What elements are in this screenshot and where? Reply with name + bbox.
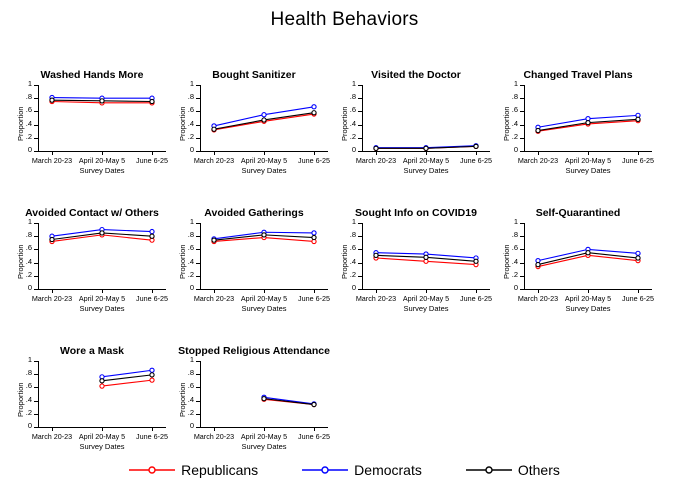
x-axis-tick [376,289,377,293]
x-axis-tick [52,289,53,293]
y-axis-tick-label: .4 [349,118,356,128]
y-axis-tick-label: .2 [511,131,518,141]
x-axis-tick-label: June 6-25 [298,156,330,165]
y-axis-tick-label: 1 [27,79,32,88]
panel-title: Wore a Mask [60,345,124,357]
x-axis-tick-label: June 6-25 [622,294,654,303]
y-axis-tick-label: 0 [351,283,356,292]
panel-series-plot [200,361,328,427]
x-axis-tick [152,151,153,155]
y-axis-tick [27,421,38,430]
series-point [474,259,478,263]
y-axis-tick [189,421,200,430]
x-axis-tick [102,151,103,155]
y-axis-tick [351,283,362,292]
y-axis-tick [513,145,524,154]
panel-title: Avoided Gatherings [204,207,304,219]
y-axis-tick-label: 0 [27,145,32,154]
x-axis-tick [538,151,539,155]
x-axis-tick [264,289,265,293]
x-axis-label: Survey Dates [403,304,449,313]
series-line [102,380,152,386]
panel-title: Avoided Contact w/ Others [25,207,159,219]
y-axis-tick-label: 1 [351,79,356,88]
x-axis-tick [638,289,639,293]
x-axis-label: Survey Dates [241,304,287,313]
x-axis-tick [588,151,589,155]
y-axis-tick-label: 0 [351,145,356,154]
x-axis-tick-label: April 20-May 5 [240,294,288,303]
y-axis-label: Proportion [178,382,187,417]
x-axis-tick-label: March 20-23 [193,294,235,303]
y-axis-label: Proportion [178,244,187,279]
x-axis-tick-label: June 6-25 [460,294,492,303]
chart-legend [0,462,689,478]
y-axis-tick-label: 1 [27,355,32,364]
series-point [312,402,316,406]
x-axis-tick-label: June 6-25 [298,432,330,441]
series-point [312,105,316,109]
series-point [636,117,640,121]
y-axis-tick-label: .4 [25,118,32,128]
y-axis-tick-label: .6 [187,243,194,253]
y-axis-tick-label: .8 [187,92,194,102]
y-axis-tick-label: 0 [27,283,32,292]
y-axis-tick-label: .8 [349,92,356,102]
x-axis-tick [588,289,589,293]
x-axis-tick-label: March 20-23 [193,432,235,441]
y-axis-tick-label: .8 [187,368,194,378]
x-axis-label: Survey Dates [79,442,125,451]
y-axis-label: Proportion [16,106,25,141]
x-axis-tick-label: April 20-May 5 [240,432,288,441]
legend-item [302,462,422,478]
chart-panel [494,69,662,187]
x-axis-tick-label: March 20-23 [31,294,73,303]
y-axis-tick-label: .4 [187,118,194,128]
x-axis-tick-label: March 20-23 [517,156,559,165]
y-axis-tick [27,283,38,292]
x-axis-tick [376,151,377,155]
panel-title: Changed Travel Plans [523,69,633,81]
x-axis-tick [152,289,153,293]
x-axis-tick-label: April 20-May 5 [402,294,450,303]
y-axis-tick-label: 0 [27,421,32,430]
chart-panel [332,207,500,325]
panel-series-plot [200,85,328,151]
panel-series-plot [38,361,166,427]
x-axis-tick [638,151,639,155]
legend-label: Democrats [354,462,422,478]
chart-panel [170,207,338,325]
series-point [150,229,154,233]
legend-label: Republicans [181,462,259,478]
x-axis-tick-label: April 20-May 5 [402,156,450,165]
y-axis-tick-label: 0 [189,283,194,292]
legend-swatch [466,463,512,477]
y-axis-tick-label: 1 [189,79,194,88]
legend-swatch [302,463,348,477]
chart-panel [170,345,338,463]
chart-panel [494,207,662,325]
x-axis-tick [264,151,265,155]
y-axis-label: Proportion [340,106,349,141]
chart-panel [8,207,176,325]
x-axis-tick [152,427,153,431]
series-point [474,144,478,148]
x-axis-tick-label: March 20-23 [193,156,235,165]
y-axis-tick-label: 1 [27,217,32,226]
x-axis-tick [52,151,53,155]
panel-series-plot [200,223,328,289]
y-axis-tick-label: .6 [25,105,32,115]
y-axis-tick-label: .4 [25,394,32,404]
x-axis-tick [214,151,215,155]
series-point [536,128,540,132]
x-axis-tick-label: March 20-23 [355,294,397,303]
x-axis-label: Survey Dates [79,166,125,175]
series-point [50,98,54,102]
series-point [262,233,266,237]
panel-title: Visited the Doctor [371,69,461,81]
panel-title: Washed Hands More [40,69,144,81]
x-axis-label: Survey Dates [565,304,611,313]
legend-label: Others [517,462,560,478]
panel-series-plot [362,85,490,151]
y-axis-label: Proportion [178,106,187,141]
x-axis-tick [214,427,215,431]
y-axis-tick-label: .8 [187,230,194,240]
panel-series-plot [524,223,652,289]
x-axis-tick-label: June 6-25 [298,294,330,303]
y-axis-tick-label: .4 [511,256,518,266]
y-axis-tick-label: .6 [349,243,356,253]
x-axis-label: Survey Dates [565,166,611,175]
y-axis-tick-label: 1 [189,355,194,364]
series-point [150,234,154,238]
y-axis-tick-label: .6 [25,243,32,253]
series-point [312,111,316,115]
y-axis-tick-label: .2 [349,131,356,141]
y-axis-tick-label: .2 [187,407,194,417]
y-axis-label: Proportion [16,382,25,417]
series-point [262,113,266,117]
y-axis-tick-label: .8 [511,92,518,102]
series-point [374,253,378,257]
y-axis-tick-label: .4 [511,118,518,128]
x-axis-tick-label: April 20-May 5 [78,294,126,303]
series-point [100,99,104,103]
series-line [264,399,314,405]
x-axis-tick [214,289,215,293]
x-axis-tick-label: June 6-25 [136,432,168,441]
y-axis-tick-label: .6 [187,381,194,391]
legend-item [129,462,258,478]
panel-series-plot [524,85,652,151]
series-point [536,262,540,266]
panel-series-plot [38,85,166,151]
series-point [586,121,590,125]
series-point [150,373,154,377]
panel-series-plot [362,223,490,289]
y-axis-tick-label: .6 [511,243,518,253]
series-point [150,378,154,382]
panel-title: Bought Sanitizer [212,69,296,81]
x-axis-tick-label: June 6-25 [622,156,654,165]
chart-panel [8,69,176,187]
series-point [262,397,266,401]
series-point [50,237,54,241]
y-axis-tick-label: 0 [189,421,194,430]
x-axis-tick-label: June 6-25 [136,156,168,165]
x-axis-tick-label: April 20-May 5 [78,432,126,441]
x-axis-tick-label: June 6-25 [136,294,168,303]
panel-series-plot [38,223,166,289]
x-axis-tick-label: March 20-23 [31,156,73,165]
x-axis-tick-label: April 20-May 5 [564,294,612,303]
series-point [586,251,590,255]
y-axis-tick-label: 1 [513,79,518,88]
y-axis-tick-label: .2 [349,269,356,279]
y-axis-tick [189,283,200,292]
series-point [424,146,428,150]
legend-item [466,462,560,478]
y-axis-tick-label: .8 [25,92,32,102]
series-point [636,251,640,255]
x-axis-tick [102,289,103,293]
x-axis-tick-label: March 20-23 [31,432,73,441]
x-axis-tick-label: March 20-23 [517,294,559,303]
x-axis-tick [52,427,53,431]
y-axis-tick-label: .2 [511,269,518,279]
y-axis-tick-label: .8 [511,230,518,240]
panel-title: Self-Quarantined [535,207,621,219]
x-axis-tick [426,289,427,293]
y-axis-label: Proportion [502,106,511,141]
x-axis-tick [102,427,103,431]
x-axis-tick-label: June 6-25 [460,156,492,165]
x-axis-tick [314,151,315,155]
y-axis-tick-label: .2 [25,269,32,279]
y-axis-tick [513,283,524,292]
x-axis-tick [264,427,265,431]
chart-panel [8,345,176,463]
y-axis-tick-label: 0 [189,145,194,154]
series-point [100,231,104,235]
y-axis-tick-label: .4 [187,394,194,404]
series-point [212,127,216,131]
y-axis-tick-label: .2 [25,407,32,417]
y-axis-tick-label: .6 [511,105,518,115]
panel-title: Sought Info on COVID19 [355,207,477,219]
y-axis-tick [351,145,362,154]
legend-swatch [129,463,175,477]
y-axis-tick-label: .6 [187,105,194,115]
y-axis-tick-label: .8 [25,368,32,378]
x-axis-tick [314,289,315,293]
y-axis-tick-label: 0 [513,283,518,292]
x-axis-tick-label: April 20-May 5 [78,156,126,165]
y-axis-tick-label: .8 [25,230,32,240]
x-axis-tick-label: April 20-May 5 [240,156,288,165]
chart-panel [170,69,338,187]
panel-title: Stopped Religious Attendance [178,345,330,357]
y-axis-tick-label: .2 [187,269,194,279]
series-point [424,255,428,259]
y-axis-tick [189,145,200,154]
series-point [312,231,316,235]
series-point [212,238,216,242]
x-axis-tick [538,289,539,293]
y-axis-tick [27,145,38,154]
x-axis-tick [476,289,477,293]
x-axis-tick-label: March 20-23 [355,156,397,165]
y-axis-tick-label: .4 [349,256,356,266]
y-axis-tick-label: .4 [187,256,194,266]
series-point [636,256,640,260]
y-axis-tick-label: .4 [25,256,32,266]
series-point [262,118,266,122]
series-point [100,379,104,383]
y-axis-tick-label: 0 [513,145,518,154]
y-axis-label: Proportion [16,244,25,279]
x-axis-label: Survey Dates [79,304,125,313]
series-point [312,235,316,239]
y-axis-label: Proportion [340,244,349,279]
y-axis-tick-label: .8 [349,230,356,240]
y-axis-tick-label: .2 [187,131,194,141]
x-axis-tick [476,151,477,155]
x-axis-label: Survey Dates [241,442,287,451]
y-axis-label: Proportion [502,244,511,279]
x-axis-label: Survey Dates [241,166,287,175]
x-axis-tick [314,427,315,431]
y-axis-tick-label: 1 [351,217,356,226]
series-point [150,368,154,372]
x-axis-tick [426,151,427,155]
y-axis-tick-label: .2 [25,131,32,141]
page-title: Health Behaviors [270,9,419,30]
x-axis-label: Survey Dates [403,166,449,175]
y-axis-tick-label: .6 [349,105,356,115]
y-axis-tick-label: 1 [513,217,518,226]
series-point [374,146,378,150]
y-axis-tick-label: .6 [25,381,32,391]
chart-panel [332,69,500,187]
x-axis-tick-label: April 20-May 5 [564,156,612,165]
series-point [150,99,154,103]
series-point [100,384,104,388]
y-axis-tick-label: 1 [189,217,194,226]
